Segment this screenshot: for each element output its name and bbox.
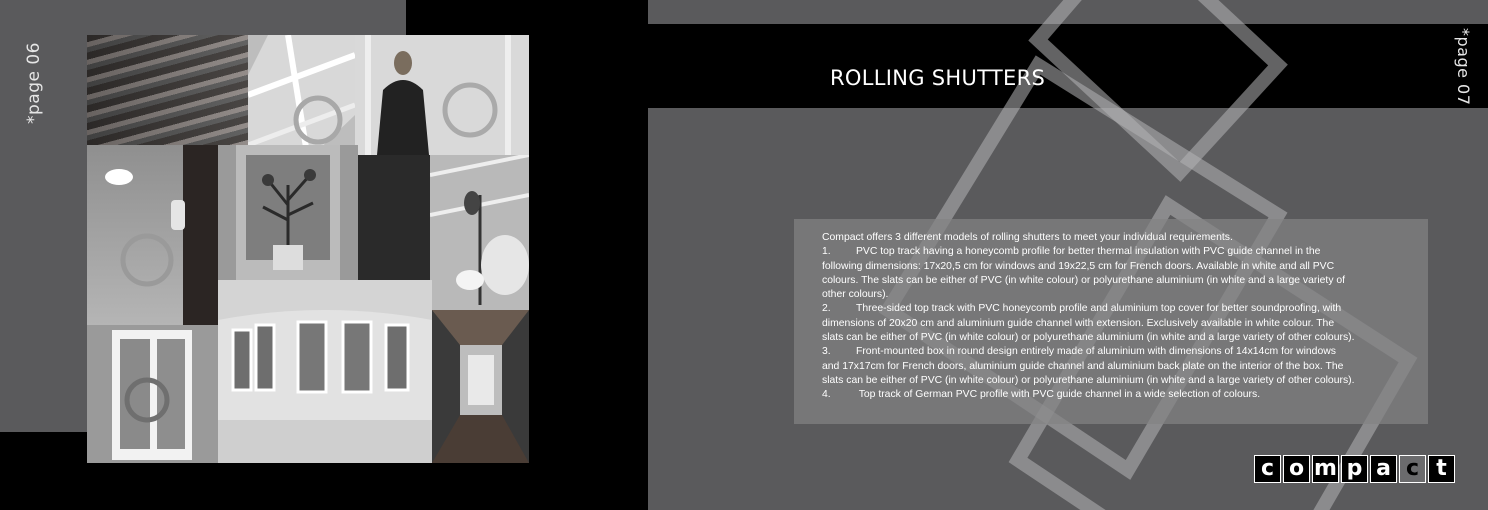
page-number-left: *page 06 bbox=[24, 42, 44, 124]
photo-orchid bbox=[430, 155, 529, 310]
list-item-4: 4. Top track of German PVC profile with PVC guide channel in a wide selection of colours. bbox=[822, 389, 1261, 401]
gray-side-band bbox=[0, 0, 88, 432]
description-box bbox=[794, 219, 1428, 424]
photo-wooden-blinds bbox=[87, 35, 248, 145]
orchid-graphic bbox=[430, 155, 529, 310]
photo-hallway bbox=[432, 310, 529, 463]
logo-letter-highlight: c bbox=[1399, 455, 1426, 483]
plant-graphic bbox=[218, 145, 358, 280]
skylight-frame-graphic bbox=[248, 35, 355, 160]
photo-bay-window-room bbox=[218, 280, 432, 463]
compact-logo bbox=[1254, 455, 1457, 483]
logo-letter: c bbox=[1254, 455, 1281, 483]
photo-skylight bbox=[248, 35, 355, 160]
logo-letter: m bbox=[1312, 455, 1339, 483]
hallway-graphic bbox=[432, 310, 529, 463]
photo-french-door bbox=[87, 325, 218, 463]
photo-window-handle bbox=[87, 145, 218, 325]
list-item-3: 3. Front-mounted box in round design entirely made of aluminium with dimensions of 14x14cm for windows bbox=[822, 346, 1336, 358]
list-item-2-line-3: slats can be either of PVC (in white colour) or polyurethane aluminium (in white and a large variety of other colours). bbox=[822, 332, 1355, 344]
list-item-2-line-2: dimensions of 20x20 cm and aluminium guide channel with extension. Exclusively available in white colour. The bbox=[822, 317, 1335, 329]
list-item-3-line-3: slats can be either of PVC (in white colour) or polyurethane aluminium (in white and a large variety of other colours). bbox=[822, 374, 1355, 386]
list-item-1-line-4: other colours). bbox=[822, 289, 889, 301]
list-item-1-line-2: following dimensions: 17x20,5 cm for windows and 19x22,5 cm for French doors. Available in white and all PVC bbox=[822, 260, 1335, 272]
right-page bbox=[648, 0, 1488, 510]
logo-letter: o bbox=[1283, 455, 1310, 483]
logo-letter: p bbox=[1341, 455, 1368, 483]
french-door-graphic bbox=[87, 325, 218, 463]
handle-graphic bbox=[87, 145, 218, 325]
list-item-2: 2. Three-sided top track with PVC honeycomb profile and aluminium top cover for better soundproofing, with bbox=[822, 303, 1342, 315]
left-page bbox=[0, 0, 648, 510]
bay-window-graphic bbox=[218, 280, 432, 463]
intro-text: Compact offers 3 different models of rolling shutters to meet your individual requirements. bbox=[822, 232, 1233, 243]
photo-collage bbox=[87, 35, 529, 463]
list-item-1-line-3: colours. The slats can be either of PVC (in white colour) or polyurethane aluminium (in white and a large variety of bbox=[822, 274, 1346, 286]
woman-silhouette-graphic bbox=[355, 35, 529, 155]
list-item-1: 1. PVC top track having a honeycomb profile for better thermal insulation with PVC guide channel in the bbox=[822, 246, 1321, 258]
photo-woman-at-window bbox=[355, 35, 529, 155]
photo-plant-window bbox=[218, 145, 358, 280]
list-item-3-line-2: and 17x17cm for French doors, aluminium guide channel and aluminium back plate on the interior of the box. The bbox=[822, 360, 1344, 372]
section-title: ROLLING SHUTTERS bbox=[830, 66, 1046, 90]
logo-letter: t bbox=[1428, 455, 1455, 483]
logo-letter: a bbox=[1370, 455, 1397, 483]
page-number-right: *page 07 bbox=[1454, 28, 1473, 106]
